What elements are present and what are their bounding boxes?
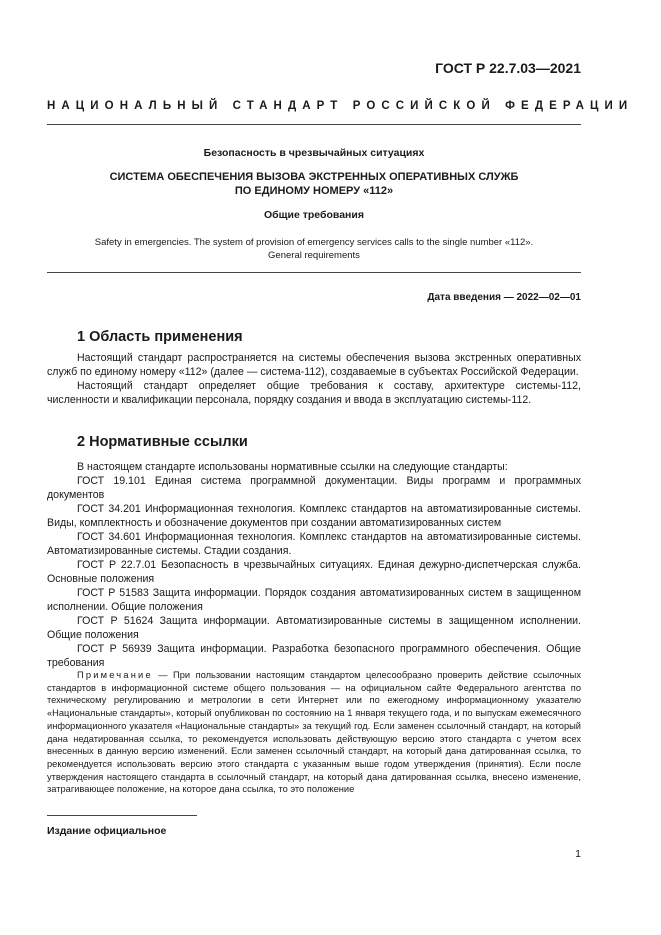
reference-item: ГОСТ 34.601 Информационная технология. Комплекс стандартов на автоматизированные системы. Автоматизированные системы. Стадии создания.: [47, 531, 581, 557]
reference-item: ГОСТ Р 22.7.01 Безопасность в чрезвычайных ситуациях. Единая дежурно-диспетчерская служба. Основные положения: [47, 559, 581, 585]
note-text: — При пользовании настоящим стандартом целесообразно проверить действие ссылочных стандартов в информационной системе общего пользования — на официальном сайте Федерального агентства по техническому регулированию и метрологии в сети Интернет или по ежегодному информационному указателю «Национальные стандарты», который опубликован по состоянию на 1 января текущего года, и по выпускам ежемесячного информационного указателя «Национальные стандарты» за текущий год. Если заменен ссылочный стандарт, на который дана недатированная ссылка, то рекомендуется использовать действующую версию этого стандарта с учетом всех внесенных в данную версию изменений. Если заменен ссылочный стандарт, на который дана датированная ссылка, то рекомендуется использовать версию этого стандарта с указанным выше годом утверждения (принятия). Если после утверждения настоящего стандарта в ссылочный стандарт, на который дана датированная ссылка, внесено изменение, затрагивающее положение, на которое дана ссылка, то это положение: [47, 670, 581, 795]
english-title-line-1: Safety in emergencies. The system of provision of emergency services calls to the single number «112».: [94, 237, 534, 248]
section-2-heading: 2 Нормативные ссылки: [77, 434, 248, 450]
english-title: [47, 236, 581, 262]
reference-item: ГОСТ 19.101 Единая система программной документации. Виды программ и программных документов: [47, 475, 581, 501]
header-divider: [47, 124, 581, 125]
main-title: [47, 170, 581, 198]
section-1-paragraph-2: Настоящий стандарт определяет общие требования к составу, архитектуре системы-112, численности и квалификации персонала, порядку создания и ввода в эксплуатацию системы-112.: [47, 380, 581, 406]
main-title-line-2: ПО ЕДИНОМУ НОМЕРУ «112»: [234, 185, 394, 197]
introduction-date: Дата введения — 2022—02—01: [427, 292, 581, 303]
footer-divider: [47, 815, 197, 816]
section-1-paragraph-1: Настоящий стандарт распространяется на системы обеспечения вызова экстренных оперативных служб по единому номеру «112» (далее — система-112), создаваемые в субъектах Российской Федерации.: [47, 352, 581, 378]
section-2-intro: В настоящем стандарте использованы нормативные ссылки на следующие стандарты:: [77, 461, 508, 473]
main-title-line-1: СИСТЕМА ОБЕСПЕЧЕНИЯ ВЫЗОВА ЭКСТРЕННЫХ ОПЕРАТИВНЫХ СЛУЖБ: [109, 171, 519, 183]
document-code: ГОСТ Р 22.7.03—2021: [435, 60, 581, 76]
note-label: Примечание: [77, 670, 153, 680]
english-title-line-2: General requirements: [268, 250, 360, 261]
section-1-body: [47, 351, 581, 407]
standard-title: НАЦИОНАЛЬНЫЙ СТАНДАРТ РОССИЙСКОЙ ФЕДЕРАЦИИ: [47, 100, 634, 112]
edition-label: Издание официальное: [47, 825, 167, 837]
note-block: [47, 669, 581, 796]
requirements-subtitle: Общие требования: [264, 209, 364, 221]
section-1-heading: 1 Область применения: [77, 329, 243, 345]
page-number: 1: [575, 848, 581, 860]
reference-item: ГОСТ Р 51583 Защита информации. Порядок создания автоматизированных систем в защищенном исполнении. Общие положения: [47, 587, 581, 613]
reference-item: ГОСТ 34.201 Информационная технология. Комплекс стандартов на автоматизированные системы. Виды, комплектность и обозначение документов при создании автоматизированных систем: [47, 503, 581, 529]
reference-item: ГОСТ Р 51624 Защита информации. Автоматизированные системы в защищенном исполнении. Общие положения: [47, 615, 581, 641]
reference-item: ГОСТ Р 56939 Защита информации. Разработка безопасного программного обеспечения. Общие требования: [47, 643, 581, 669]
title-divider: [47, 272, 581, 273]
note-paragraph: [47, 669, 581, 796]
subject-line: Безопасность в чрезвычайных ситуациях: [203, 147, 425, 159]
section-2-body: [47, 460, 581, 670]
